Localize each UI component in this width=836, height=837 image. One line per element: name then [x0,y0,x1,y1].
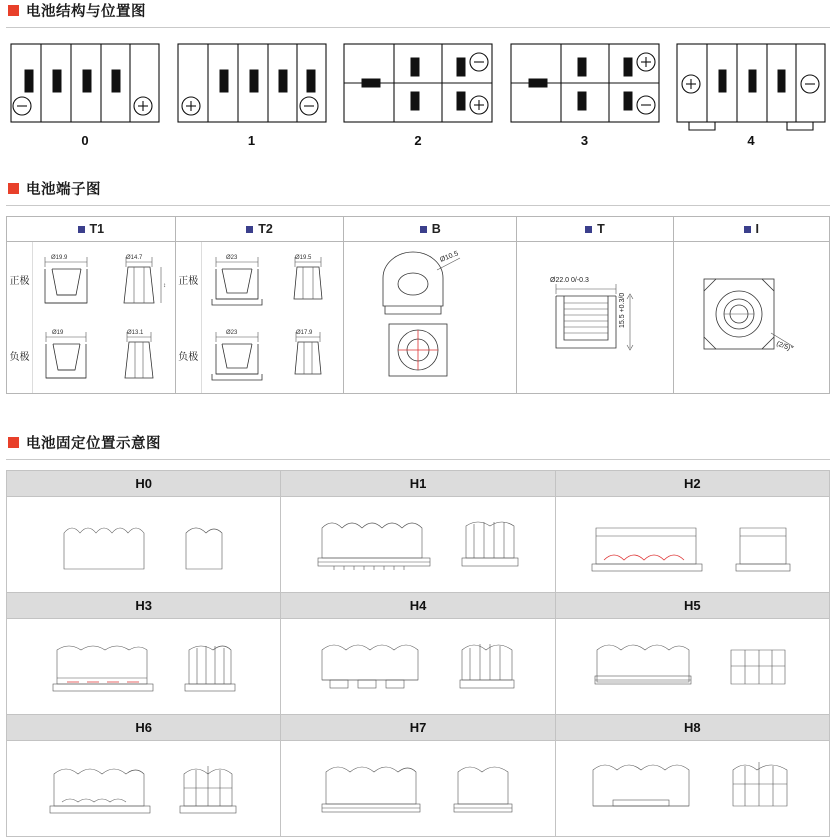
h0-front-view-icon [58,515,164,575]
terminal-cell-t2 [175,242,344,394]
h3-front-view-icon [49,636,167,698]
square-marker-icon [420,226,427,233]
square-marker-icon [246,226,253,233]
battery-top-view-0-icon [9,42,161,124]
section-title: 电池固定位置示意图 [26,436,161,452]
fixing-header-h7: H7 [281,715,555,741]
t1-polarity-labels [7,242,33,393]
fixing-body-row-3 [7,741,830,837]
section-divider [6,27,830,28]
fixing-header-h0: H0 [7,471,281,497]
terminal-table [6,216,830,394]
structure-item-label: 3 [580,133,589,148]
fixing-header-row-2 [7,593,830,619]
polarity-negative-label: 负极 [9,351,30,363]
fixing-cell-h1 [281,497,555,593]
fixing-body-row-1 [7,497,830,593]
section-title: 电池结构与位置图 [26,4,146,20]
terminal-t1-neg-right-icon [104,322,174,388]
h2-side-view-icon [732,514,796,576]
square-marker-icon [744,226,751,233]
t1-negative-tapered-view [33,318,104,394]
t-width-dim: Ø22.0 0/-0.3 [549,276,589,284]
fixing-cell-h5 [555,619,829,715]
t1-neg-right-dim: Ø13.1 [127,330,144,337]
section-header-fixing [6,432,830,457]
fixing-header-h2: H2 [555,471,829,497]
structure-item-label: 4 [747,133,755,148]
fixing-cell-h0 [7,497,281,593]
section-header-terminals [6,178,830,203]
i-note-label: (2/5)" [775,339,794,353]
structure-diagram-row [6,38,830,148]
t1-pos-right-dim: Ø14.7 [126,254,143,261]
fixing-position-table [6,470,830,837]
polarity-negative-label: 负极 [178,351,199,363]
fixing-header-row-3 [7,715,830,741]
terminal-t2-pos-right-icon [273,247,343,313]
h2-front-view-icon [588,514,718,576]
terminal-cell-t1 [7,242,176,394]
h7-side-view-icon [450,758,520,820]
terminal-table-header-row [7,217,830,242]
h5-side-view-icon [723,636,795,698]
fixing-header-h6: H6 [7,715,281,741]
t2-neg-left-dim: Ø23 [226,330,238,337]
structure-item-3 [510,42,660,148]
h8-front-view-icon [585,758,711,820]
h0-side-view-icon [178,515,230,575]
fixing-header-row-1 [7,471,830,497]
square-marker-icon [78,226,85,233]
structure-item-label: 0 [81,133,89,148]
fixing-cell-h6 [7,741,281,837]
section-divider [6,205,830,206]
section-title: 电池端子图 [26,182,101,198]
structure-item-4 [676,42,826,148]
section-bullet-icon [8,437,19,448]
h1-front-view-icon [314,514,444,576]
square-marker-icon [585,226,592,233]
h4-front-view-icon [314,636,440,698]
h6-side-view-icon [176,758,242,820]
fixing-header-h1: H1 [281,471,555,497]
h5-front-view-icon [589,636,709,698]
section-bullet-icon [8,5,19,16]
svg-text:↕: ↕ [163,282,167,289]
terminal-col-header-i: I [673,217,829,242]
fixing-cell-h8 [555,741,829,837]
fixing-body-row-2 [7,619,830,715]
h8-side-view-icon [725,758,799,820]
h1-side-view-icon [458,514,522,576]
terminal-t1-neg-left-icon [33,322,103,388]
terminal-b-icon [355,248,505,388]
h6-front-view-icon [46,758,162,820]
fixing-header-h8: H8 [555,715,829,741]
fixing-header-h4: H4 [281,593,555,619]
section-divider [6,459,830,460]
terminal-col-header-b: B [344,217,517,242]
t1-positive-tapered-view [33,242,104,318]
fixing-header-h5: H5 [555,593,829,619]
t2-polarity-labels [176,242,202,393]
section-header-structure [6,0,830,25]
terminal-cell-b [344,242,517,394]
t2-negative-section-view [273,318,344,394]
terminal-t2-neg-right-icon [273,322,343,388]
t1-negative-section-view [104,318,175,394]
terminal-t-icon [520,248,670,388]
t2-positive-tapered-view [202,242,273,318]
h4-side-view-icon [454,636,522,698]
terminal-t1-pos-right-icon [104,247,174,313]
structure-item-2 [343,42,493,148]
t1-pos-left-dim: Ø19.9 [51,254,68,261]
terminal-cell-t [517,242,673,394]
t2-neg-right-dim: Ø17.9 [295,330,313,337]
t2-pos-left-dim: Ø23 [226,254,238,261]
terminal-t2-pos-left-icon [202,247,272,313]
battery-top-view-4-icon [675,42,827,124]
structure-item-1 [177,42,327,148]
battery-top-view-2-icon [342,42,494,124]
terminal-table-body-row [7,242,830,394]
battery-top-view-3-icon [509,42,661,124]
h3-side-view-icon [181,636,239,698]
fixing-cell-h4 [281,619,555,715]
terminal-t2-neg-left-icon [202,322,272,388]
h7-front-view-icon [316,758,436,820]
t1-positive-section-view [104,242,175,318]
t2-negative-tapered-view [202,318,273,394]
section-bullet-icon [8,183,19,194]
t2-positive-section-view [273,242,344,318]
fixing-cell-h2 [555,497,829,593]
terminal-cell-i [673,242,829,394]
t1-neg-left-dim: Ø19 [52,330,64,337]
t-height-dim: 15.5 +0.3/0 [618,292,626,328]
structure-item-label: 2 [414,133,422,148]
structure-item-0 [10,42,160,148]
fixing-header-h3: H3 [7,593,281,619]
polarity-positive-label: 正极 [9,276,30,288]
terminal-t1-pos-left-icon [33,247,103,313]
terminal-col-header-t1: T1 [7,217,176,242]
terminal-col-header-t: T [517,217,673,242]
fixing-cell-h7 [281,741,555,837]
structure-item-label: 1 [247,133,256,148]
terminal-col-header-t2: T2 [175,217,344,242]
t2-pos-right-dim: Ø19.5 [294,254,312,261]
terminal-i-icon [676,253,826,383]
fixing-cell-h3 [7,619,281,715]
polarity-positive-label: 正极 [178,276,199,288]
b-top-dim: Ø10.5 [439,249,460,264]
battery-top-view-1-icon [176,42,328,124]
